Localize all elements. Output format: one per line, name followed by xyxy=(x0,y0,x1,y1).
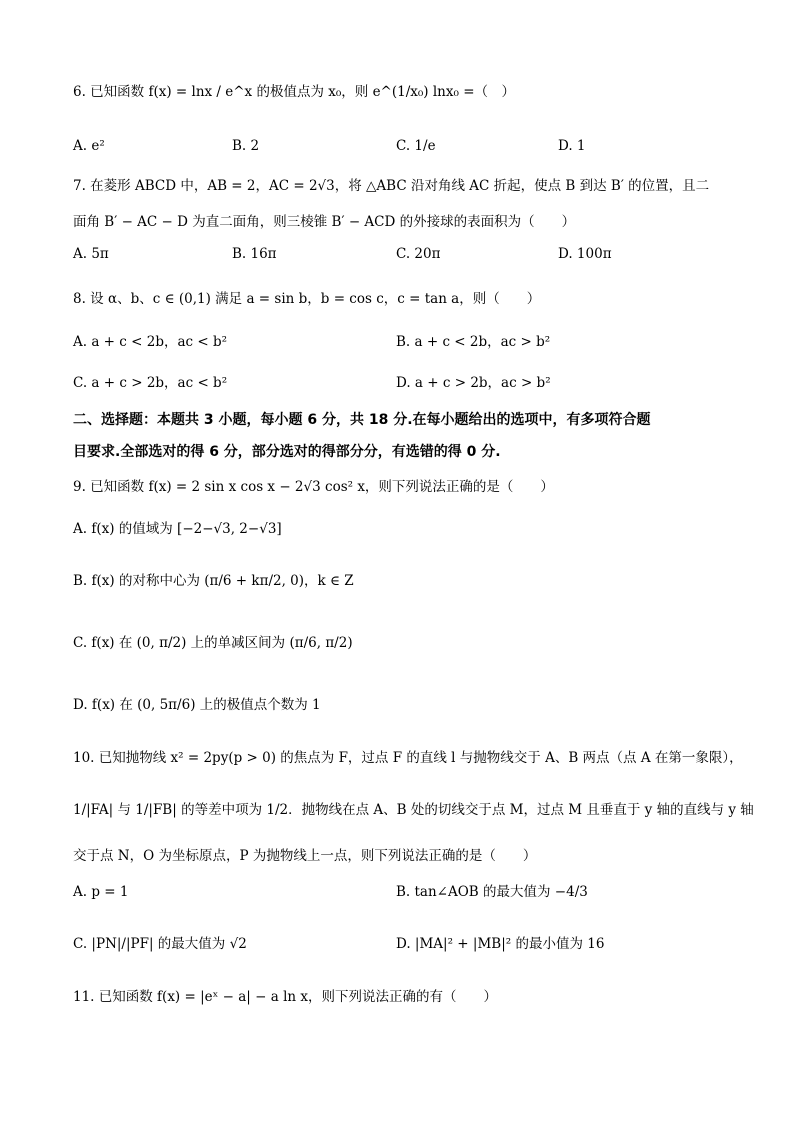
q8-option-d: D. a + c > 2b，ac > b² xyxy=(396,375,551,391)
question-10-stem-line1: 10. 已知抛物线 x² = 2py(p > 0) 的焦点为 F，过点 F 的直线 l 与抛物线交于 A、B 两点（点 A 在第一象限）， xyxy=(73,750,743,766)
q8-option-c: C. a + c > 2b，ac < b² xyxy=(73,375,228,391)
question-7-stem-line2: 面角 B′ − AC − D 为直二面角，则三棱锥 B′ − ACD 的外接球的表面积为（ ） xyxy=(73,214,576,230)
section-2-heading-line1: 二、选择题：本题共 3 小题，每小题 6 分，共 18 分.在每小题给出的选项中，有多项符合题 xyxy=(73,412,651,428)
question-11-stem: 11. 已知函数 f(x) = |eˣ − a| − a ln x，则下列说法正确的有（ ） xyxy=(73,989,497,1005)
q8-option-a: A. a + c < 2b，ac < b² xyxy=(73,334,228,350)
q8-option-b: B. a + c < 2b，ac > b² xyxy=(396,334,551,350)
q6-option-c: C. 1/e xyxy=(396,138,436,154)
question-6-stem: 6. 已知函数 f(x) = lnx / e^x 的极值点为 x₀，则 e^(1/x₀) lnx₀ =（ ） xyxy=(73,84,515,100)
q6-option-a: A. e² xyxy=(73,138,105,154)
question-10-stem-line2: 1/|FA| 与 1/|FB| 的等差中项为 1/2．抛物线在点 A、B 处的切线交于点 M，过点 M 且垂直于 y 轴的直线与 y 轴 xyxy=(73,802,754,818)
q7-option-a: A. 5π xyxy=(73,246,109,262)
q7-option-d: D. 100π xyxy=(558,246,612,262)
q7-option-b: B. 16π xyxy=(232,246,277,262)
question-7-stem-line1: 7. 在菱形 ABCD 中，AB = 2，AC = 2√3，将 △ABC 沿对角线 AC 折起，使点 B 到达 B′ 的位置，且二 xyxy=(73,178,710,194)
q10-option-a: A. p = 1 xyxy=(73,884,129,900)
q10-option-c: C. |PN|/|PF| 的最大值为 √2 xyxy=(73,936,247,952)
q10-option-b: B. tan∠AOB 的最大值为 −4/3 xyxy=(396,884,588,900)
q6-option-b: B. 2 xyxy=(232,138,260,154)
q9-option-a: A. f(x) 的值域为 [−2−√3, 2−√3] xyxy=(73,521,282,537)
q9-option-c: C. f(x) 在 (0, π/2) 上的单减区间为 (π/6, π/2) xyxy=(73,635,353,651)
question-10-stem-line3: 交于点 N，O 为坐标原点，P 为抛物线上一点，则下列说法正确的是（ ） xyxy=(73,848,537,864)
q10-option-d: D. |MA|² + |MB|² 的最小值为 16 xyxy=(396,936,605,952)
section-2-heading-line2: 目要求.全部选对的得 6 分，部分选对的得部分分，有选错的得 0 分. xyxy=(73,444,501,460)
question-9-stem: 9. 已知函数 f(x) = 2 sin x cos x − 2√3 cos² x，则下列说法正确的是（ ） xyxy=(73,479,554,495)
q6-option-d: D. 1 xyxy=(558,138,586,154)
question-8-stem: 8. 设 α、b、c ∈ (0,1) 满足 a = sin b，b = cos c，c = tan a，则（ ） xyxy=(73,291,541,307)
q7-option-c: C. 20π xyxy=(396,246,441,262)
q9-option-b: B. f(x) 的对称中心为 (π/6 + kπ/2, 0)，k ∈ Z xyxy=(73,573,354,589)
q9-option-d: D. f(x) 在 (0, 5π/6) 上的极值点个数为 1 xyxy=(73,697,321,713)
